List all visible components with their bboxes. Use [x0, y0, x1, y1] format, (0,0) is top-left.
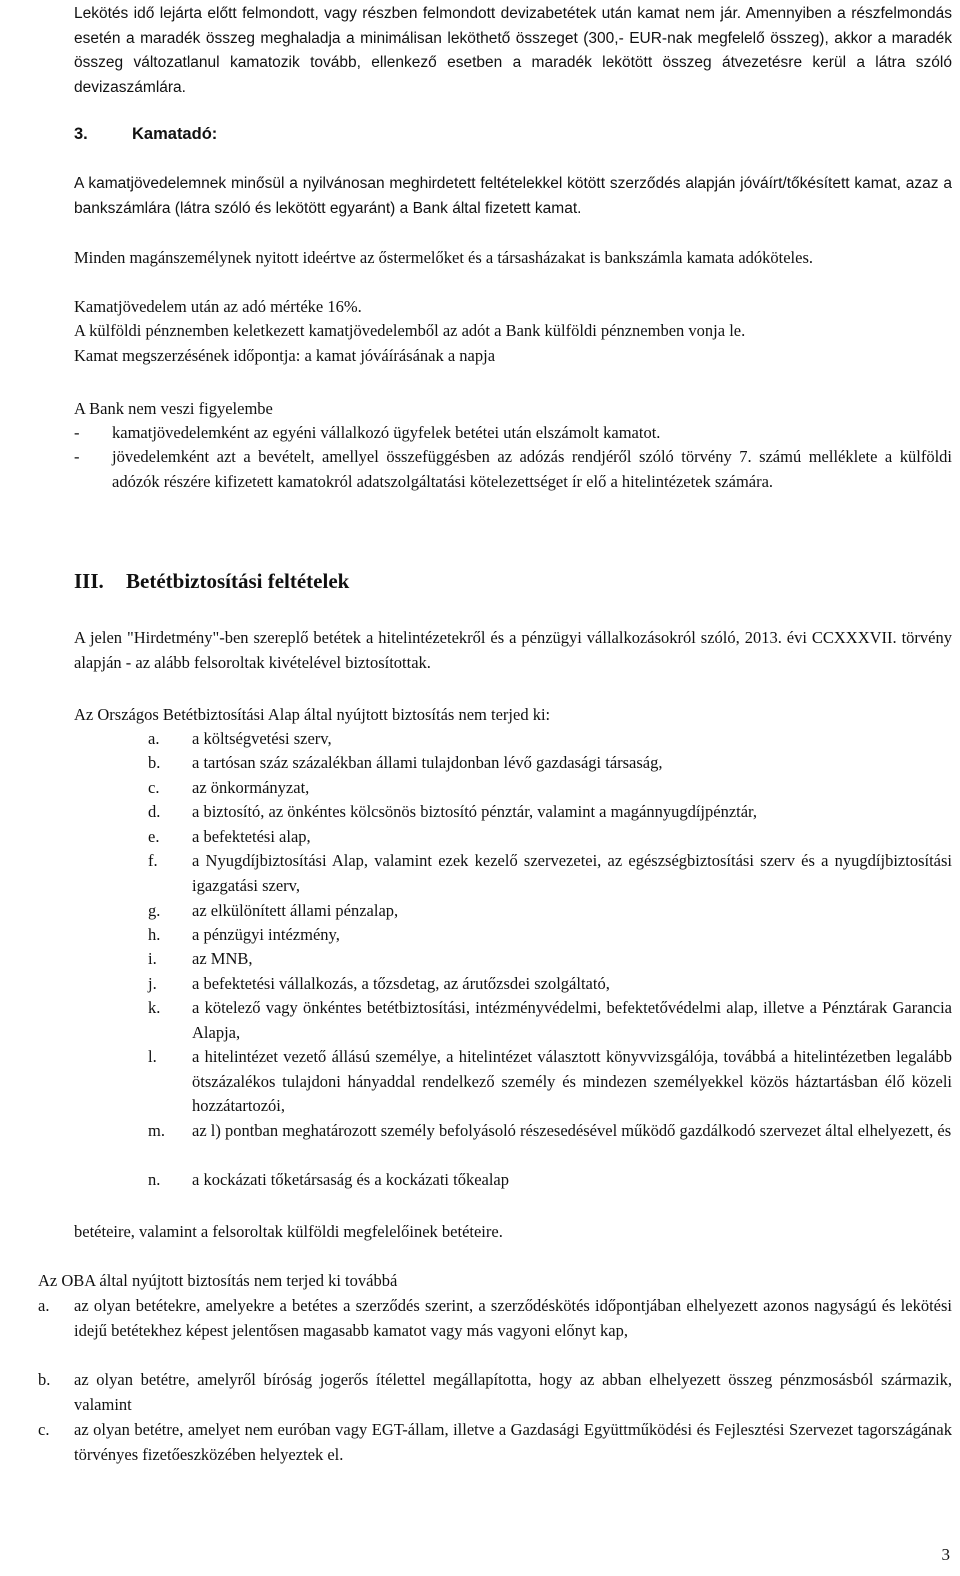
exclusion-marker: - [74, 447, 80, 466]
exclusion-item [74, 421, 952, 446]
list-text: a befektetési vállalkozás, a tőzsdetag, az árutőzsdei szolgáltató, [192, 974, 610, 993]
lekotes-paragraph: Lekötés idő lejárta előtt felmondott, vagy részben felmondott devizabetétek után kamat nem jár. Amennyiben a részfelmondás esetén a maradék összeg meghaladja a minimálisan leköthető összeget (300,- EUR-nak megfelelő összeg), akkor a maradék összeg változatlanul kamatozik tovább, ellenkező esetben a maradék lekötött összeg átvezetésre kerül a látra szóló devizaszámlára. [74, 5, 952, 96]
kamatado-definition: A kamatjövedelemnek minősül a nyilvánosan meghirdetett feltételekkel kötött szerződés alapján jóváírt/tőkésített kamat, azaz a bankszámlára (látra szóló és lekötött egyaránt) a Bank által fizetett kamat. [74, 175, 952, 217]
list-item [148, 947, 952, 972]
further-text: az olyan betétekre, amelyekre a betétes a szerződés szerint, a szerződéskötés időpontjában elhelyezett azonos nagyságú és lekötési idejű betétekhez képest jelentősen magasabb kamatot vagy más vagyoni előnyt kap, [74, 1296, 952, 1340]
section-heading [74, 569, 349, 594]
kamatado-foreign-currency: A külföldi pénznemben keletkezett kamatjövedelemből az adót a Bank külföldi pénznemben vonja le. [74, 321, 746, 340]
further-text: az olyan betétre, amelyet nem euróban vagy EGT-állam, illetve a Gazdasági Együttműködési és Fejlesztési Szervezet tagországának törvényes fizetőeszközében helyeztek el. [74, 1420, 952, 1464]
list-marker: l. [148, 1047, 157, 1066]
oba-heading: Az Országos Betétbiztosítási Alap által nyújtott biztosítás nem terjed ki: [74, 705, 551, 724]
list-text: a hitelintézet vezető állású személye, a hitelintézet választott könyvvizsgálója, továbbá a hitelintézetben legalább ötszázalékos tulajdoni hányaddal rendelkező személy és mindezen személyekkel közös háztartásban élő közeli hozzátartozói, [192, 1047, 952, 1115]
kamatado-title: Kamatadó: [132, 125, 218, 143]
list-text: a pénzügyi intézmény, [192, 925, 340, 944]
exclusion-text: kamatjövedelemként az egyéni vállalkozó ügyfelek betétei után elszámolt kamatot. [112, 423, 661, 442]
list-marker: a. [148, 729, 160, 748]
exclusion-item [74, 445, 952, 494]
kamatado-heading [74, 125, 217, 144]
list-text: az MNB, [192, 949, 253, 968]
further-marker: a. [38, 1296, 50, 1315]
kamatado-exclusion-heading: A Bank nem veszi figyelembe [74, 399, 273, 418]
list-text: a befektetési alap, [192, 827, 311, 846]
list-item [148, 923, 952, 948]
kamatado-rate: Kamatjövedelem után az adó mértéke 16%. [74, 297, 362, 316]
further-marker: b. [38, 1370, 51, 1389]
list-item [148, 800, 952, 825]
list-text: a kötelező vagy önkéntes betétbiztosítási, intézményvédelmi, befektetővédelmi alap, illetve a Pénztárak Garancia Alapja, [192, 998, 952, 1042]
list-marker: b. [148, 753, 161, 772]
list-text: a Nyugdíjbiztosítási Alap, valamint ezek kezelő szervezetei, az egészségbiztosítási szerv és a nyugdíjbiztosítási igazgatási szerv, [192, 851, 952, 895]
list-text: az l) pontban meghatározott személy befolyásoló részesedésével működő gazdálkodó szervezet által elhelyezett, és [192, 1121, 952, 1140]
list-marker: j. [148, 974, 157, 993]
list-item [148, 972, 952, 997]
kamatado-date: Kamat megszerzésének időpontja: a kamat jóváírásának a napja [74, 346, 496, 365]
list-item [148, 776, 952, 801]
list-item [148, 825, 952, 850]
further-heading: Az OBA által nyújtott biztosítás nem terjed ki továbbá [38, 1271, 398, 1290]
exclusion-marker: - [74, 423, 80, 442]
page-number: 3 [941, 1545, 950, 1564]
list-item [148, 751, 952, 776]
section-number: III. [74, 569, 104, 593]
list-text: a tartósan száz százalékban állami tulajdonban lévő gazdasági társaság, [192, 753, 663, 772]
list-marker: m. [148, 1121, 165, 1140]
list-marker: n. [148, 1170, 161, 1189]
list-item [148, 1168, 952, 1193]
list-closing: betéteire, valamint a felsoroltak külföldi megfelelőinek betéteire. [74, 1222, 503, 1241]
list-text: az önkormányzat, [192, 778, 310, 797]
list-item [148, 849, 952, 898]
list-item [148, 996, 952, 1045]
exclusion-text: jövedelemként azt a bevételt, amellyel összefüggésben az adózás rendjéről szóló törvény 7. számú melléklete a külföldi adózók részére kifizetett kamatokról adatszolgáltatási kötelezettséget ír elő a hitelintézetek számára. [112, 447, 952, 491]
further-item [38, 1368, 952, 1417]
list-text: az elkülönített állami pénzalap, [192, 901, 399, 920]
further-item [38, 1418, 952, 1467]
list-item [148, 899, 952, 924]
section-title: Betétbiztosítási feltételek [126, 569, 350, 593]
list-marker: h. [148, 925, 161, 944]
list-item [148, 1119, 952, 1144]
kamatado-taxable: Minden magánszemélynek nyitott ideértve az őstermelőket és a társasházakat is bankszámla kamata adóköteles. [74, 248, 814, 267]
list-marker: k. [148, 998, 161, 1017]
further-marker: c. [38, 1420, 50, 1439]
further-text: az olyan betétre, amelyről bíróság jogerős ítélettel megállapította, hogy az abban elhelyezett összeg pénzmosásból származik, valamint [74, 1370, 952, 1414]
list-marker: c. [148, 778, 160, 797]
list-marker: g. [148, 901, 161, 920]
list-text: a biztosító, az önkéntes kölcsönös biztosító pénztár, valamint a magánnyugdíjpénztár, [192, 802, 758, 821]
list-text: a kockázati tőketársaság és a kockázati tőkealap [192, 1170, 510, 1189]
list-item [148, 727, 952, 752]
list-marker: f. [148, 851, 158, 870]
section-intro: A jelen "Hirdetmény"-ben szereplő betétek a hitelintézetekről és a pénzügyi vállalkozásokról szóló, 2013. évi CCXXXVII. törvény alapján - az alább felsoroltak kivételével biztosítottak. [74, 628, 952, 672]
list-item [148, 1045, 952, 1119]
further-item [38, 1294, 952, 1343]
list-marker: e. [148, 827, 160, 846]
list-text: a költségvetési szerv, [192, 729, 332, 748]
kamatado-number: 3. [74, 125, 88, 143]
list-marker: i. [148, 949, 157, 968]
list-marker: d. [148, 802, 161, 821]
